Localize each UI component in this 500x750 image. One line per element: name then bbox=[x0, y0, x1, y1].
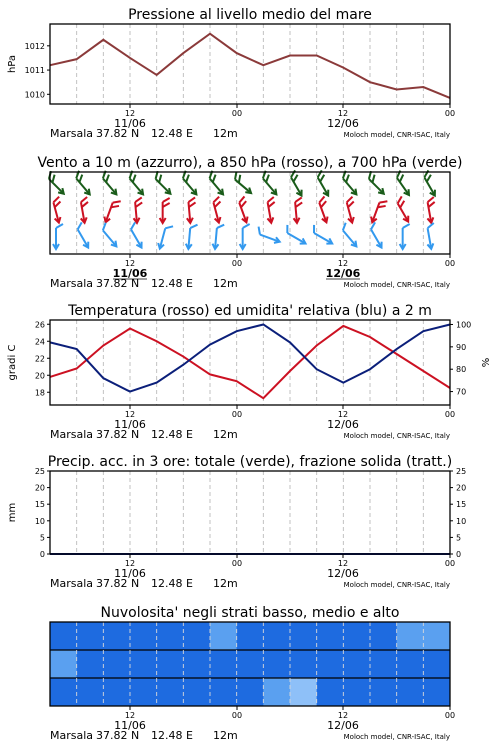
time-axis-4 bbox=[50, 554, 455, 590]
wind-barb-850hpa bbox=[235, 196, 253, 223]
time-axis-1 bbox=[50, 104, 455, 140]
wind-barb-10m bbox=[309, 225, 336, 246]
y-right-axis-label: % bbox=[481, 357, 492, 368]
plot-frame-1 bbox=[50, 24, 450, 104]
wind-barb-850hpa bbox=[49, 197, 65, 224]
cloud-cell bbox=[237, 622, 264, 651]
y-axis-label: gradi C bbox=[7, 344, 18, 381]
model-credit: Moloch model, CNR-ISAC, Italy bbox=[343, 733, 450, 741]
model-credit: Moloch model, CNR-ISAC, Italy bbox=[343, 432, 450, 440]
wind-barb-700hpa bbox=[71, 171, 95, 197]
location-elevation: 12m bbox=[213, 577, 238, 590]
time-tick-label: 12 bbox=[337, 410, 349, 419]
barb-shaft bbox=[291, 177, 301, 194]
wind-barb-10m bbox=[424, 223, 438, 249]
barb-feather bbox=[56, 224, 63, 228]
cloud-cell bbox=[317, 650, 344, 679]
wind-barb-10m bbox=[185, 224, 197, 250]
barb-feather bbox=[52, 197, 60, 203]
wind-barb-10m bbox=[338, 223, 362, 249]
wind-barb-850hpa bbox=[369, 198, 387, 225]
time-tick-label: 12 bbox=[337, 559, 349, 568]
date-label: 11/06 bbox=[114, 719, 146, 732]
time-axis-5 bbox=[50, 706, 455, 742]
time-tick-label: 00 bbox=[231, 711, 243, 720]
location-lon: 12.48 E bbox=[151, 127, 193, 140]
cloud-cell bbox=[183, 678, 210, 707]
barb-shaft bbox=[183, 178, 196, 193]
wind-barb-700hpa bbox=[151, 171, 176, 196]
chart-title-2: Vento a 10 m (azzurro), a 850 hPa (rosso), a 700 hPa (verde) bbox=[37, 155, 463, 171]
cloud-cell bbox=[263, 678, 290, 707]
barb-shaft bbox=[130, 178, 143, 193]
date-label: 11/06 bbox=[112, 267, 148, 280]
plot-frame-4 bbox=[50, 471, 450, 554]
barb-feather bbox=[232, 172, 240, 180]
barb-shaft bbox=[397, 178, 408, 194]
time-tick-label: 12 bbox=[124, 109, 136, 118]
y-right-tick-label: 10 bbox=[456, 516, 467, 526]
chart-title-3: Temperatura (rosso) ed umidita' relativa (blu) a 2 m bbox=[68, 303, 432, 319]
barb-shaft bbox=[215, 228, 217, 248]
y-tick-label: 1012 bbox=[24, 41, 45, 51]
cloud-cell bbox=[183, 622, 210, 651]
barb-feather bbox=[346, 197, 354, 203]
y-right-tick-label: 80 bbox=[456, 365, 467, 375]
barb-feather bbox=[243, 224, 250, 228]
y-tick-label: 25 bbox=[34, 467, 45, 476]
location-lat: 37.82 N bbox=[96, 428, 140, 441]
location-name: Marsala bbox=[50, 127, 94, 140]
wind-barb-10m bbox=[53, 224, 63, 249]
y-tick-label: 1010 bbox=[24, 90, 45, 100]
wind-barb-700hpa bbox=[230, 172, 256, 196]
cloud-cell bbox=[157, 650, 184, 679]
wind-barb-10m bbox=[282, 225, 309, 246]
y-tick-label: 22 bbox=[34, 354, 45, 364]
wind-barb-850hpa bbox=[315, 196, 333, 223]
barb-feather bbox=[340, 223, 348, 231]
location-lat: 37.82 N bbox=[96, 127, 140, 140]
barb-feather bbox=[427, 223, 435, 228]
barb-feather bbox=[190, 224, 197, 229]
barb-shaft bbox=[295, 202, 297, 222]
wind-barb-700hpa bbox=[44, 171, 69, 196]
y-right-tick-label: 20 bbox=[456, 483, 467, 493]
cloud-cell bbox=[343, 678, 370, 707]
wind-barb-850hpa bbox=[424, 197, 438, 223]
location-name: Marsala bbox=[50, 277, 94, 290]
y-axis-label: hPa bbox=[7, 54, 18, 74]
barb-shaft bbox=[188, 228, 190, 248]
barb-shaft bbox=[103, 230, 116, 245]
time-tick-label: 12 bbox=[124, 559, 136, 568]
wind-barb-850hpa bbox=[209, 197, 225, 224]
barb-feather bbox=[256, 227, 262, 235]
cloud-cell bbox=[370, 650, 397, 679]
location-lon: 12.48 E bbox=[151, 428, 193, 441]
cloud-cell bbox=[317, 678, 344, 707]
cloud-cell bbox=[103, 622, 130, 651]
y-tick-label: 5 bbox=[39, 533, 45, 543]
time-tick-label: 00 bbox=[231, 109, 243, 118]
cloud-cell bbox=[343, 622, 370, 651]
y-right-tick-label: 15 bbox=[456, 500, 467, 510]
wind-barb-850hpa bbox=[264, 197, 278, 223]
cloud-cell bbox=[423, 650, 450, 679]
chart-title-5: Nuvolosita' negli strati basso, medio e alto bbox=[100, 605, 400, 621]
date-label: 11/06 bbox=[114, 418, 146, 431]
wind-barb-850hpa bbox=[160, 198, 170, 223]
cloud-cell bbox=[317, 622, 344, 651]
time-axis-3 bbox=[50, 405, 455, 441]
barb-shaft bbox=[210, 178, 223, 193]
model-credit: Moloch model, CNR-ISAC, Italy bbox=[343, 131, 450, 139]
time-tick-label: 00 bbox=[231, 410, 243, 419]
cloud-cell bbox=[130, 650, 157, 679]
date-label: 12/06 bbox=[327, 418, 359, 431]
barb-shaft bbox=[318, 177, 328, 194]
barb-shaft bbox=[398, 203, 408, 220]
model-credit: Moloch model, CNR-ISAC, Italy bbox=[343, 581, 450, 589]
y-right-tick-label: 0 bbox=[456, 550, 462, 559]
wind-barb-10m bbox=[98, 223, 122, 249]
time-tick-label: 00 bbox=[231, 559, 243, 568]
time-tick-label: 00 bbox=[444, 711, 456, 720]
time-tick-label: 12 bbox=[337, 711, 349, 720]
y-right-tick-label: 100 bbox=[456, 320, 472, 330]
wind-barb-10m bbox=[212, 224, 224, 250]
cloud-cell bbox=[210, 622, 237, 651]
cloud-cell bbox=[423, 622, 450, 651]
wind-barb-10m bbox=[255, 227, 282, 245]
barb-shaft bbox=[343, 230, 356, 245]
cloud-cell bbox=[370, 678, 397, 707]
location-name: Marsala bbox=[50, 729, 94, 742]
cloud-cell bbox=[157, 678, 184, 707]
cloud-cell bbox=[50, 650, 77, 679]
cloud-cell bbox=[183, 650, 210, 679]
wind-barb-850hpa bbox=[185, 197, 197, 223]
chart-title-4: Precip. acc. in 3 ore: totale (verde), frazione solida (tratt.) bbox=[47, 454, 453, 470]
y-axis-label: mm bbox=[7, 502, 18, 523]
wind-barb-700hpa bbox=[364, 171, 389, 196]
barb-shaft bbox=[156, 179, 170, 193]
barb-shaft bbox=[424, 177, 434, 194]
location-elevation: 12m bbox=[213, 729, 238, 742]
time-tick-label: 00 bbox=[444, 559, 456, 568]
model-credit: Moloch model, CNR-ISAC, Italy bbox=[343, 281, 450, 289]
date-label: 11/06 bbox=[114, 567, 146, 580]
barb-feather bbox=[100, 223, 108, 231]
barb-shaft bbox=[131, 229, 141, 246]
wind-barb-10m bbox=[400, 224, 410, 249]
time-tick-label: 12 bbox=[124, 711, 136, 720]
time-tick-label: 00 bbox=[444, 410, 456, 419]
y-right-tick-label: 70 bbox=[456, 387, 467, 397]
time-tick-label: 00 bbox=[444, 259, 456, 268]
wind-barb-850hpa bbox=[132, 197, 144, 223]
cloud-cell bbox=[290, 622, 317, 651]
barb-shaft bbox=[369, 179, 383, 193]
wind-barb-700hpa bbox=[205, 171, 229, 197]
wind-barb-10m bbox=[240, 224, 250, 249]
cloud-cell bbox=[130, 622, 157, 651]
barb-shaft bbox=[371, 229, 381, 246]
plot-frame-3 bbox=[50, 320, 450, 405]
barb-shaft bbox=[188, 202, 190, 222]
location-lon: 12.48 E bbox=[151, 729, 193, 742]
cloud-cell bbox=[77, 678, 104, 707]
barb-feather bbox=[403, 224, 410, 228]
barb-feather bbox=[80, 197, 88, 202]
wind-barb-850hpa bbox=[292, 197, 304, 223]
wind-barb-700hpa bbox=[178, 171, 202, 197]
time-axis-2 bbox=[50, 254, 455, 290]
barb-shaft bbox=[78, 229, 88, 246]
y-tick-label: 20 bbox=[34, 371, 45, 381]
time-tick-label: 00 bbox=[444, 109, 456, 118]
barb-shaft bbox=[263, 178, 276, 193]
cloud-cell bbox=[263, 622, 290, 651]
time-tick-label: 12 bbox=[337, 259, 349, 268]
wind-barb-700hpa bbox=[125, 171, 149, 197]
date-label: 11/06 bbox=[114, 117, 146, 130]
temperature-line bbox=[50, 326, 450, 398]
barb-feather bbox=[163, 203, 170, 207]
cloud-cell bbox=[423, 678, 450, 707]
location-elevation: 12m bbox=[213, 428, 238, 441]
cloud-cell bbox=[50, 678, 77, 707]
date-label: 12/06 bbox=[327, 719, 359, 732]
location-elevation: 12m bbox=[213, 127, 238, 140]
y-tick-label: 24 bbox=[34, 337, 45, 347]
y-tick-label: 26 bbox=[34, 320, 45, 330]
y-tick-label: 1011 bbox=[24, 66, 45, 76]
cloud-cell bbox=[157, 622, 184, 651]
wind-barb-700hpa bbox=[338, 171, 362, 197]
time-tick-label: 00 bbox=[231, 259, 243, 268]
cloud-cell bbox=[263, 650, 290, 679]
cloud-cell bbox=[237, 678, 264, 707]
barb-feather bbox=[295, 197, 302, 202]
y-tick-label: 20 bbox=[34, 483, 45, 493]
pressure-line bbox=[50, 34, 450, 98]
cloud-cell bbox=[77, 622, 104, 651]
time-tick-label: 12 bbox=[124, 410, 136, 419]
y-right-tick-label: 90 bbox=[456, 342, 467, 352]
barb-shaft bbox=[235, 180, 250, 193]
cloud-cell bbox=[103, 678, 130, 707]
barb-feather bbox=[427, 197, 435, 202]
wind-barb-850hpa bbox=[77, 197, 91, 223]
humidity-line bbox=[50, 324, 450, 391]
cloud-cell bbox=[290, 678, 317, 707]
date-label: 12/06 bbox=[327, 117, 359, 130]
barb-feather bbox=[212, 197, 220, 203]
location-lat: 37.82 N bbox=[96, 577, 140, 590]
barb-shaft bbox=[49, 179, 63, 193]
time-tick-label: 12 bbox=[124, 259, 136, 268]
barb-feather bbox=[188, 197, 195, 202]
location-name: Marsala bbox=[50, 428, 94, 441]
cloud-cell bbox=[397, 678, 424, 707]
y-right-tick-label: 5 bbox=[456, 533, 462, 543]
cloud-cell bbox=[237, 650, 264, 679]
barb-shaft bbox=[135, 202, 137, 222]
barb-feather bbox=[113, 199, 121, 205]
y-right-tick-label: 25 bbox=[456, 467, 467, 476]
cloud-cell bbox=[290, 650, 317, 679]
chart-title-1: Pressione al livello medio del mare bbox=[128, 7, 372, 23]
time-tick-label: 12 bbox=[337, 109, 349, 118]
barb-feather bbox=[267, 197, 275, 202]
cloud-cell bbox=[397, 650, 424, 679]
barb-shaft bbox=[343, 178, 356, 193]
location-lat: 37.82 N bbox=[96, 277, 140, 290]
barb-feather bbox=[379, 199, 387, 205]
wind-barb-850hpa bbox=[343, 197, 359, 224]
cloud-cell bbox=[370, 622, 397, 651]
barb-shaft bbox=[103, 178, 116, 193]
y-tick-label: 0 bbox=[39, 550, 45, 559]
cloud-cell bbox=[77, 650, 104, 679]
cloud-cell bbox=[397, 622, 424, 651]
y-tick-label: 10 bbox=[34, 516, 45, 526]
location-lat: 37.82 N bbox=[96, 729, 140, 742]
cloud-cell bbox=[50, 622, 77, 651]
wind-barb-850hpa bbox=[103, 198, 121, 225]
y-tick-label: 18 bbox=[34, 388, 45, 398]
cloud-cell bbox=[210, 678, 237, 707]
barb-feather bbox=[163, 198, 170, 202]
wind-barb-700hpa bbox=[98, 171, 122, 197]
wind-barb-10m bbox=[157, 224, 173, 251]
barb-feather bbox=[135, 197, 142, 202]
location-lon: 12.48 E bbox=[151, 577, 193, 590]
barb-feather bbox=[217, 224, 224, 229]
cloud-cell bbox=[103, 650, 130, 679]
cloud-cell bbox=[130, 678, 157, 707]
cloud-cell bbox=[210, 650, 237, 679]
date-label: 12/06 bbox=[327, 567, 359, 580]
barb-shaft bbox=[76, 178, 89, 193]
wind-barb-700hpa bbox=[392, 171, 415, 197]
cloud-cell bbox=[343, 650, 370, 679]
location-lon: 12.48 E bbox=[151, 277, 193, 290]
wind-barb-700hpa bbox=[258, 171, 282, 197]
y-tick-label: 15 bbox=[34, 500, 45, 510]
barb-feather bbox=[165, 224, 173, 230]
location-elevation: 12m bbox=[213, 277, 238, 290]
location-name: Marsala bbox=[50, 577, 94, 590]
date-label: 12/06 bbox=[325, 267, 361, 280]
